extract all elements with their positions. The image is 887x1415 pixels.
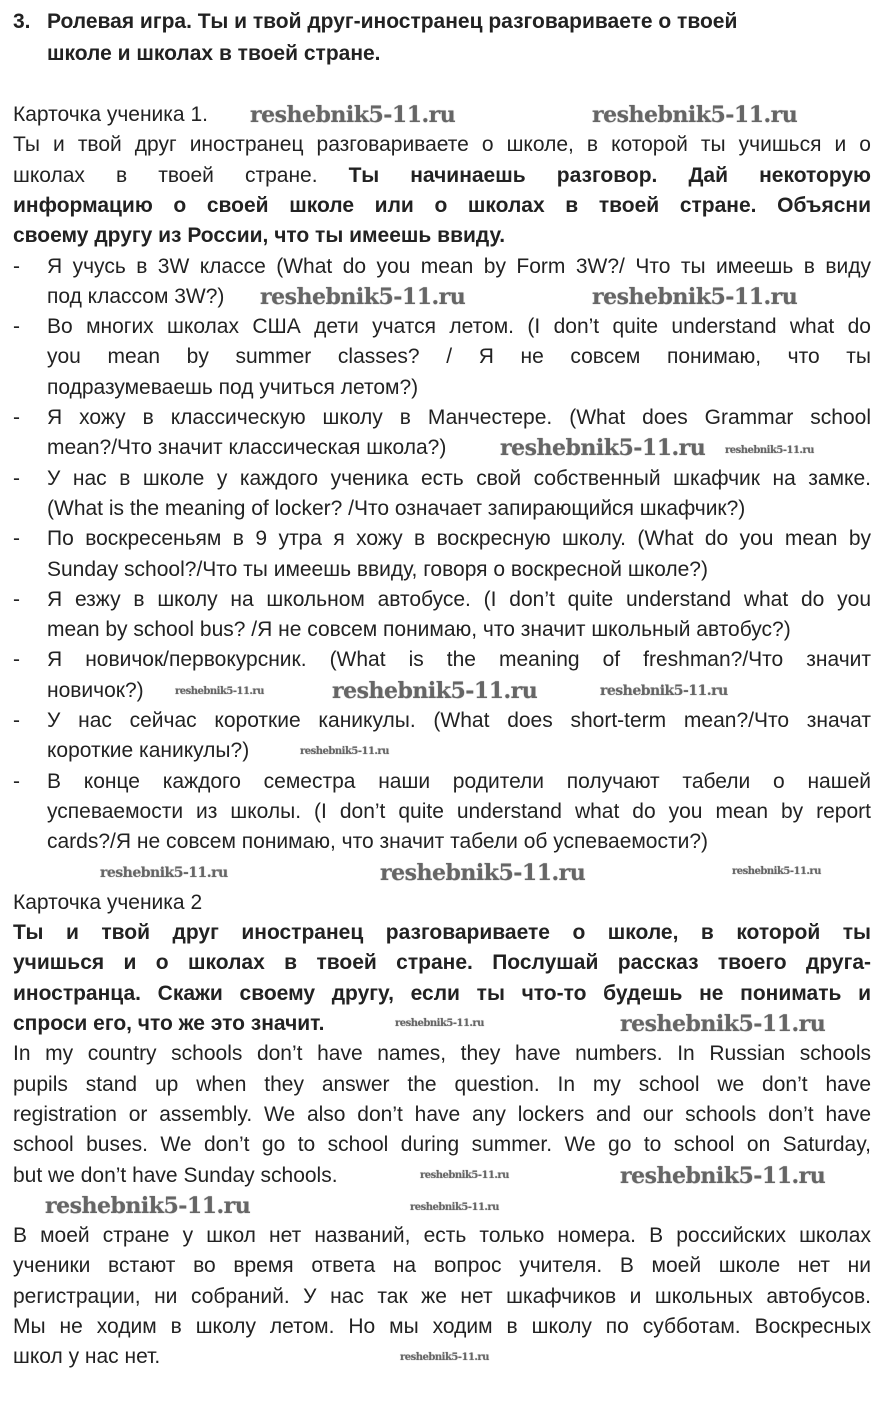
- bullet-dash: -: [13, 254, 20, 278]
- list-item-line: [47, 647, 871, 673]
- text-segment: По воскресеньям в 9 утра я хожу в воскресную школу. (What do you mean by: [47, 527, 871, 551]
- watermark: reshebnik5-11.ru: [592, 284, 798, 310]
- card2-russian-line: [13, 1284, 871, 1310]
- watermark: reshebnik5-11.ru: [420, 1170, 509, 1181]
- bullet-dash: -: [13, 769, 20, 793]
- text-segment: Ты и твой друг иностранец разговариваете о школе, в которой ты учишься и о: [13, 133, 871, 157]
- list-item-line: [47, 466, 871, 492]
- watermark: reshebnik5-11.ru: [332, 678, 538, 704]
- watermark: reshebnik5-11.ru: [45, 1193, 251, 1219]
- list-item-line: [47, 799, 871, 825]
- list-item-line: [47, 375, 871, 401]
- watermark: reshebnik5-11.ru: [410, 1202, 499, 1213]
- card2-english-line: [13, 1132, 871, 1158]
- watermark: reshebnik5-11.ru: [620, 1163, 826, 1189]
- list-item-line: [47, 314, 871, 340]
- text-segment: pupils stand up when they answer the question. In my school we don’t have: [13, 1072, 871, 1096]
- text-segment: школе и школах в твоей стране.: [47, 42, 381, 65]
- watermark: reshebnik5-11.ru: [725, 445, 814, 456]
- watermark: reshebnik5-11.ru: [175, 686, 264, 697]
- text-segment: успеваемости из школы. (I don’t quite understand what do you mean by report: [47, 799, 871, 823]
- card2-heading-line: [13, 890, 871, 916]
- watermark: reshebnik5-11.ru: [592, 102, 798, 128]
- text-segment: Мы не ходим в школу летом. Но мы ходим в школу по субботам. Воскресных: [13, 1315, 871, 1338]
- text-segment: Карточка ученика 1.: [13, 103, 208, 126]
- watermark: reshebnik5-11.ru: [380, 860, 586, 886]
- text-segment: Карточка ученика 2: [13, 890, 203, 914]
- text-segment: mean?/Что значит классическая школа?): [47, 436, 447, 460]
- bullet-dash: -: [13, 587, 20, 611]
- text-segment: В конце каждого семестра наши родители получают табели о нашей: [47, 769, 871, 793]
- task-number: 3.: [13, 10, 31, 33]
- text-segment: (What is the meaning of locker? /Что означает запирающийся шкафчик?): [47, 496, 746, 520]
- bullet-dash: -: [13, 527, 20, 551]
- text-segment: иностранца. Скажи своему другу, если ты что-то будешь не понимать и: [13, 981, 871, 1005]
- list-item-line: [47, 405, 871, 431]
- bullet-dash: -: [13, 709, 20, 732]
- watermark: reshebnik5-11.ru: [250, 102, 456, 128]
- list-item-line: [47, 708, 871, 734]
- card2-english-line: [13, 1102, 871, 1128]
- text-segment: спроси его, что же это значит.: [13, 1012, 325, 1035]
- text-segment: In my country schools don’t have names, they have numbers. In Russian schools: [13, 1042, 871, 1066]
- card2-intro-line: [13, 981, 871, 1007]
- text-segment: mean by school bus? /Я не совсем понимаю, что значит школьный автобус?): [47, 618, 791, 642]
- text-segment: Я хожу в классическую школу в Манчестере. (What does Grammar school: [47, 406, 871, 429]
- card1-intro-line: [13, 132, 871, 158]
- text-segment: Ты начинаешь разговор. Дай некоторую: [348, 163, 871, 187]
- text-segment: cards?/Я не совсем понимаю, что значит табели об успеваемости?): [47, 830, 709, 854]
- watermark: reshebnik5-11.ru: [300, 746, 389, 757]
- list-item-line: [47, 254, 871, 280]
- list-item-line: [47, 344, 871, 370]
- card2-russian-line: [13, 1223, 871, 1249]
- text-segment: Sunday school?/Что ты имеешь ввиду, говоря о воскресной школе?): [47, 557, 708, 581]
- text-segment: ученики встают во время ответа на вопрос учителя. В моей школе нет ни: [13, 1254, 871, 1278]
- text-segment: you mean by summer classes? / Я не совсем понимаю, что ты: [47, 345, 871, 369]
- card1-intro-line: [13, 193, 871, 219]
- text-segment: У нас сейчас короткие каникулы. (What does short-term mean?/Что значат: [47, 709, 871, 732]
- text-segment: but we don’t have Sunday schools.: [13, 1163, 338, 1187]
- list-item-line: [47, 617, 871, 643]
- watermark: reshebnik5-11.ru: [400, 1352, 489, 1363]
- card2-russian-line: [13, 1314, 871, 1340]
- text-segment: В моей стране у школ нет названий, есть только номера. В российских школах: [13, 1224, 871, 1248]
- text-segment: school buses. We don’t go to school during summer. We go to school on Saturday,: [13, 1133, 871, 1157]
- bullet-dash: -: [13, 406, 20, 429]
- bullet-dash: -: [13, 648, 20, 672]
- text-segment: учишься и о школах в твоей стране. Послушай рассказ твоего друга-: [13, 951, 871, 975]
- text-segment: новичок?): [47, 678, 144, 702]
- card2-russian-line: [13, 1253, 871, 1279]
- card2-english-line: [13, 1072, 871, 1098]
- text-segment: школах в твоей стране.: [13, 163, 349, 187]
- list-item-line: [47, 526, 871, 552]
- watermark: reshebnik5-11.ru: [100, 865, 228, 881]
- text-segment: короткие каникулы?): [47, 739, 250, 763]
- text-segment: Во многих школах США дети учатся летом. (I don’t quite understand what do: [47, 315, 871, 339]
- list-item-line: [47, 769, 871, 795]
- text-segment: Я учусь в 3W классе (What do you mean by Form 3W?/ Что ты имеешь в виду: [47, 254, 871, 278]
- watermark: reshebnik5-11.ru: [620, 1011, 826, 1037]
- list-item-line: [47, 557, 871, 583]
- bullet-dash: -: [13, 315, 20, 339]
- card1-intro-line: [13, 223, 871, 249]
- card2-intro-line: [13, 950, 871, 976]
- card1-intro-line: [13, 163, 871, 189]
- list-item-line: [47, 496, 871, 522]
- watermark: reshebnik5-11.ru: [600, 683, 728, 699]
- watermark: reshebnik5-11.ru: [395, 1018, 484, 1029]
- card2-intro-line: [13, 920, 871, 946]
- bullet-dash: -: [13, 466, 20, 490]
- text-segment: своему другу из России, что ты имеешь ввиду.: [13, 224, 506, 248]
- watermark: reshebnik5-11.ru: [260, 284, 466, 310]
- text-segment: школ у нас нет.: [13, 1345, 161, 1369]
- text-segment: информацию о своей школе или о школах в твоей стране. Объясни: [13, 193, 871, 217]
- text-segment: Ты и твой друг иностранец разговариваете о школе, в которой ты: [13, 921, 871, 945]
- task-title-line: [47, 9, 871, 35]
- text-segment: Я езжу в школу на школьном автобусе. (I don’t quite understand what do you: [47, 587, 871, 611]
- text-segment: У нас в школе у каждого ученика есть свой собственный шкафчик на замке.: [47, 466, 871, 490]
- text-segment: подразумеваешь под учиться летом?): [47, 375, 419, 399]
- text-segment: регистрации, ни собраний. У нас так же нет шкафчиков и школьных автобусов.: [13, 1284, 871, 1308]
- text-segment: под классом 3W?): [47, 284, 225, 308]
- card2-english-line: [13, 1041, 871, 1067]
- text-segment: registration or assembly. We also don’t have any lockers and our schools don’t have: [13, 1102, 871, 1126]
- task-title-line: [47, 41, 871, 67]
- list-item-line: [47, 738, 871, 764]
- list-item-line: [47, 829, 871, 855]
- text-segment: Ролевая игра. Ты и твой друг-иностранец разговариваете о твоей: [47, 10, 738, 33]
- watermark: reshebnik5-11.ru: [500, 435, 706, 461]
- text-segment: Я новичок/первокурсник. (What is the meaning of freshman?/Что значит: [47, 648, 871, 672]
- watermark: reshebnik5-11.ru: [732, 866, 821, 877]
- list-item-line: [47, 587, 871, 613]
